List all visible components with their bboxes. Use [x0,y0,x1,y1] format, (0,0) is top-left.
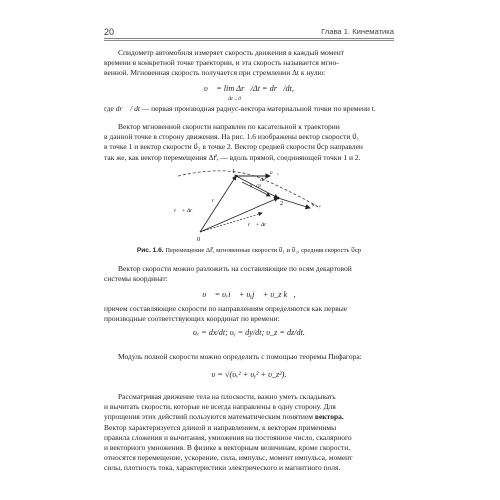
figure-trajectory [170,168,330,242]
text-line: и вычитать скорости, которые не всегда направлены в одну сторону. Для [104,402,336,412]
text-line: так же, как вектор перемещения Δr⃗, — вдоль прямой, соединяющей точки 1 и 2. [104,152,361,162]
paragraph-tangent [104,122,394,163]
text-line: системы координат: [104,274,168,284]
caption-label: Рис. 1.6. [136,247,164,254]
label-r-plus-dr-2: r⃗ + Δr⃗ [248,222,271,228]
paragraph-derivatives [104,304,394,324]
text-line: в точке 1 и вектор скорости υ⃗₂ в точке 2. Вектор средней скорости υ⃗ср направлен [104,142,363,152]
text-line: Вектор характеризуется длиной и направлением, к векторам применимы [104,422,337,432]
paragraph-derivative [104,104,394,114]
label-r: r⃗ [212,198,219,204]
text-where: где [104,104,114,113]
label-point-2: 2 [280,201,283,207]
text-line: относятся перемещение, ускорение, сила, импульс, момент импульса, момент [104,453,353,463]
text-line: упрощения этих действий пользуются математическим понятием [104,412,314,422]
point-1-dot [235,175,238,178]
text-line: в данной точке в сторону движения. На рис. 1.6 изображены вектор скорости υ⃗₁ [104,132,360,142]
formula-text: υₓ = dx/dt; υᵧ = dy/dt; υ_z = dz/dt. [193,328,305,337]
paragraph-decomposition [104,264,394,284]
label-v2: υ⃗₂ [312,202,321,208]
text-line: — первая производная радиус-вектора материальной точки по времени t. [141,104,376,113]
point-2-dot [277,197,280,200]
text-line: времени в конкретной точке траектории, и эта скорость называется мгно- [104,58,339,68]
caption-text: Перемещение Δr⃗, мгновенные скорости υ⃗₁ и υ⃗₂, средняя скорость υ⃗ср [165,247,362,254]
label-dr: Δr⃗ [260,177,270,183]
text-line: Вектор скорости можно разложить на составляющие по осям декартовой [118,264,352,273]
formula-modulus [104,370,394,379]
radius-vector-r [200,176,236,232]
text-line: правила сложения и вычитания, умножения на постоянное число, скалярного [104,432,352,442]
header-rule-thin [104,40,394,41]
text-line: Рассматривая движение тела на плоскости, важно уметь складывать [118,392,336,401]
label-r-plus-dr: r⃗ + Δr⃗ [174,208,197,214]
label-origin: 0 [197,237,200,242]
paragraph-vectors [104,392,394,474]
formula-instant-velocity [104,84,394,93]
text-line: и векторного умножения. В физике к векторным величинам, кроме скорости, [104,443,351,453]
formula-text: υ⃗ = lim Δr⃗/Δt = dr⃗/dt, [204,84,294,93]
formula-limit-subscript: Δt→0 [228,96,242,102]
text-line: Спидометр автомобиля измеряет скорость движения в каждый момент [118,48,344,57]
header-rule [104,38,394,39]
text-line: Вектор мгновенной скорости направлен по касательной к траектории [118,122,340,131]
label-v1: υ⃗₁ [270,170,279,176]
inline-fraction: dr⃗ / dt [115,104,140,113]
formula-text: υ⃗ = υₓi⃗ + υᵧj⃗ + υ_z k⃗, [202,290,296,299]
figure-caption [104,246,394,254]
text-line: силы, плотность тока, характеристики электрического и магнитного поля. [104,463,341,473]
term-vector: вектора. [314,412,344,422]
text-line: Модуль полной скорости можно определить с помощью теоремы Пифагора: [118,352,362,361]
formula-text: υ = √(υₓ² + υᵧ² + υ_z²). [211,370,287,379]
chapter-title: Глава 1. Кинематика [321,27,394,36]
formula-velocity-components [104,290,394,299]
paragraph-speedometer [104,48,394,79]
label-vavg: υ⃗ср [250,184,261,189]
page-number: 20 [104,27,115,37]
label-point-1: 1 [232,169,235,175]
formula-component-derivatives [104,328,394,337]
paragraph-modulus [104,352,394,362]
text-line: причем составляющие скорости по направлениям определяются как первые [104,304,348,313]
text-line: производные соответствующих координат по времени: [104,314,280,324]
text-line: венной. Мгновенная скорость получается при стремлении Δt к нулю: [104,68,326,78]
